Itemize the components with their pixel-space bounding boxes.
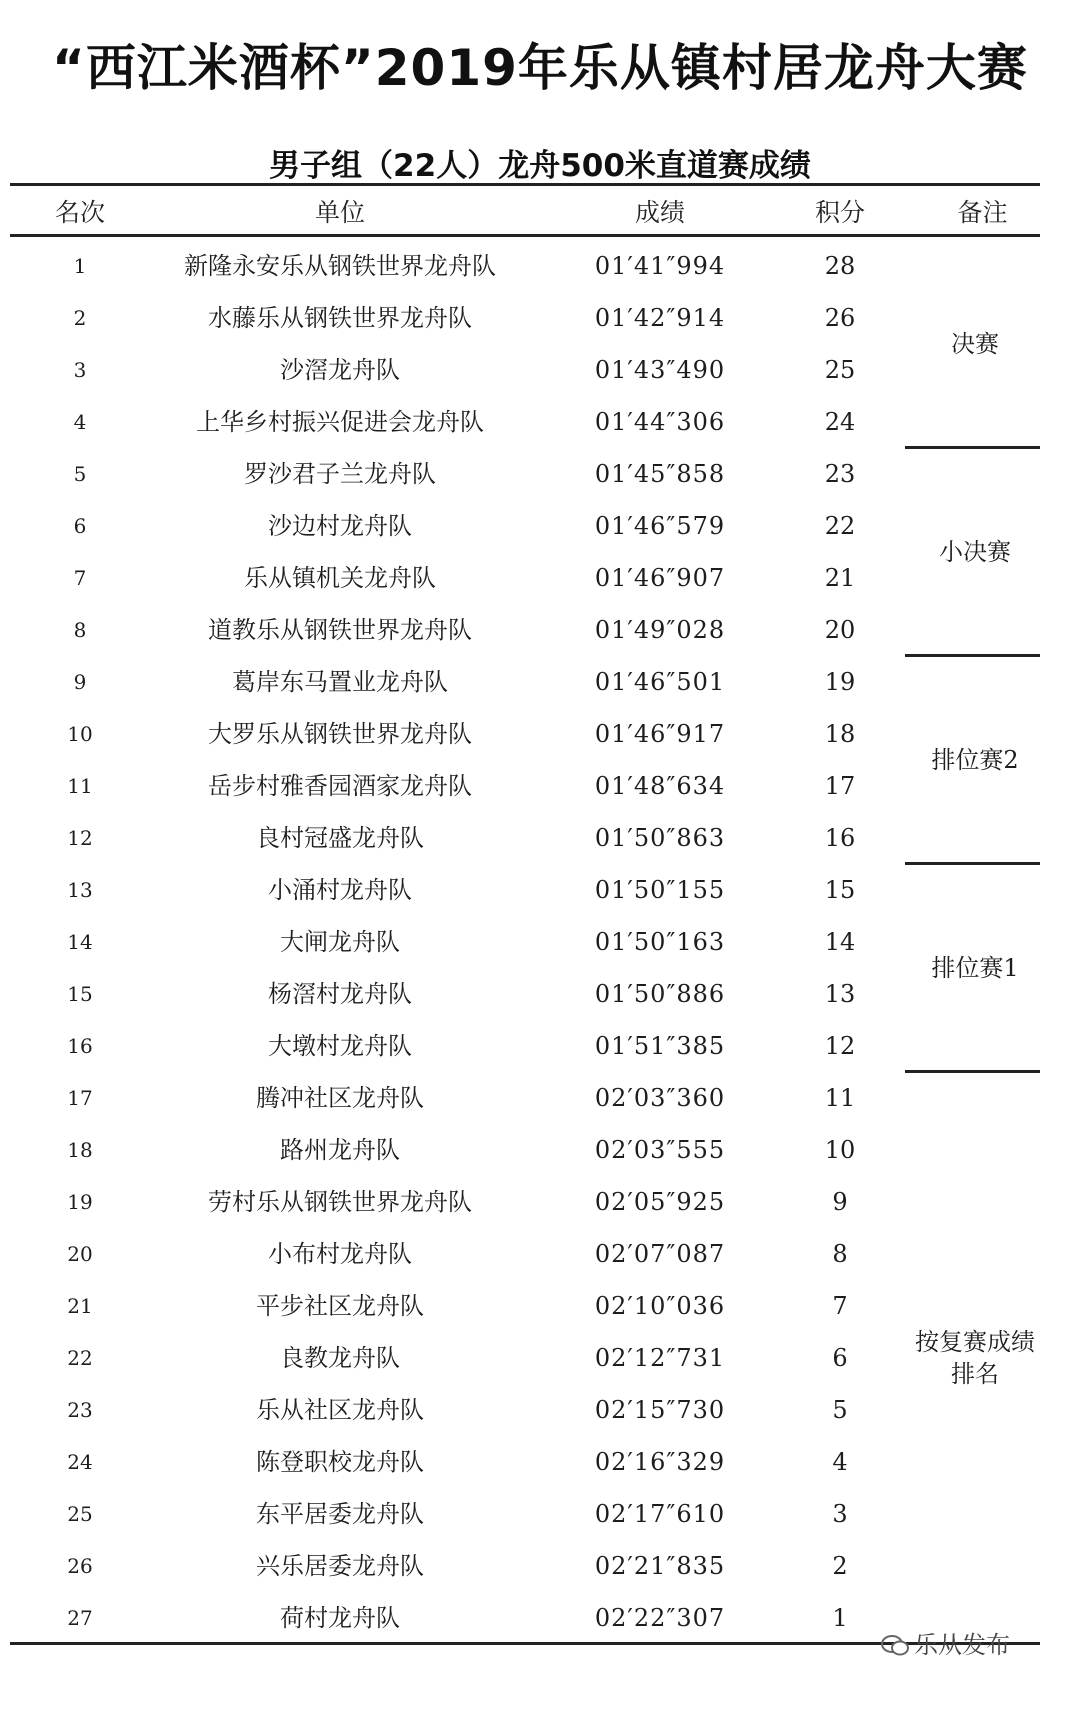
note-label: 小决赛 xyxy=(939,538,1011,566)
points-cell: 22 xyxy=(824,512,856,540)
table-row xyxy=(10,1488,1040,1540)
time-cell: 02′03″555 xyxy=(594,1136,726,1164)
points-cell: 1 xyxy=(832,1604,848,1632)
time-cell: 02′15″730 xyxy=(594,1396,726,1424)
rank-cell: 4 xyxy=(73,410,87,434)
unit-cell: 兴乐居委龙舟队 xyxy=(256,1552,424,1580)
time-cell: 02′10″036 xyxy=(594,1292,726,1320)
header-unit: 单位 xyxy=(314,198,365,227)
unit-cell: 道教乐从钢铁世界龙舟队 xyxy=(208,616,472,644)
points-cell: 19 xyxy=(824,668,856,696)
points-cell: 11 xyxy=(824,1084,856,1112)
unit-cell: 大闸龙舟队 xyxy=(280,928,400,956)
time-cell: 01′42″914 xyxy=(594,304,726,332)
points-cell: 28 xyxy=(824,252,856,280)
rank-cell: 16 xyxy=(67,1034,93,1058)
table-row xyxy=(10,448,1040,500)
unit-cell: 腾冲社区龙舟队 xyxy=(256,1084,424,1112)
points-cell: 26 xyxy=(824,304,856,332)
time-cell: 01′48″634 xyxy=(594,772,726,800)
unit-cell: 沙滘龙舟队 xyxy=(280,356,400,384)
unit-cell: 大墩村龙舟队 xyxy=(268,1032,412,1060)
time-cell: 01′50″863 xyxy=(594,824,726,852)
table-subtitle: 男子组（22人）龙舟500米直道赛成绩 xyxy=(269,148,811,184)
time-cell: 01′41″994 xyxy=(594,252,726,280)
table-top-rule xyxy=(10,183,1040,186)
rank-cell: 1 xyxy=(73,254,87,278)
points-cell: 15 xyxy=(824,876,856,904)
time-cell: 01′46″501 xyxy=(594,668,726,696)
unit-cell: 杨滘村龙舟队 xyxy=(268,980,412,1008)
results-table-body xyxy=(10,240,1040,1644)
time-cell: 02′17″610 xyxy=(594,1500,726,1528)
unit-cell: 大罗乐从钢铁世界龙舟队 xyxy=(208,720,472,748)
unit-cell: 葛岸东马置业龙舟队 xyxy=(232,668,448,696)
time-cell: 02′07″087 xyxy=(594,1240,726,1268)
unit-cell: 岳步村雅香园酒家龙舟队 xyxy=(208,772,472,800)
points-cell: 6 xyxy=(832,1344,848,1372)
table-row xyxy=(10,1124,1040,1176)
points-cell: 16 xyxy=(824,824,856,852)
table-row xyxy=(10,344,1040,396)
rank-cell: 27 xyxy=(67,1606,93,1630)
rank-cell: 6 xyxy=(73,514,87,538)
rank-cell: 3 xyxy=(73,358,87,382)
table-row xyxy=(10,1436,1040,1488)
note-label: 按复赛成绩排名 xyxy=(915,1328,1035,1388)
time-cell: 02′16″329 xyxy=(594,1448,726,1476)
unit-cell: 良教龙舟队 xyxy=(280,1344,400,1372)
time-cell: 01′44″306 xyxy=(594,408,726,436)
rank-cell: 19 xyxy=(67,1190,93,1214)
rank-cell: 8 xyxy=(73,618,87,642)
table-row xyxy=(10,552,1040,604)
note-label: 排位赛1 xyxy=(931,954,1019,982)
rank-cell: 11 xyxy=(67,774,93,798)
points-cell: 10 xyxy=(824,1136,856,1164)
header-rank: 名次 xyxy=(54,198,105,227)
header-note: 备注 xyxy=(957,198,1008,227)
time-cell: 02′21″835 xyxy=(594,1552,726,1580)
points-cell: 25 xyxy=(824,356,856,384)
unit-cell: 水藤乐从钢铁世界龙舟队 xyxy=(208,304,472,332)
unit-cell: 陈登职校龙舟队 xyxy=(256,1448,424,1476)
table-row xyxy=(10,1020,1040,1072)
watermark xyxy=(880,1625,1010,1665)
time-cell: 02′22″307 xyxy=(594,1604,726,1632)
time-cell: 01′46″917 xyxy=(594,720,726,748)
unit-cell: 乐从社区龙舟队 xyxy=(256,1396,424,1424)
time-cell: 01′51″385 xyxy=(594,1032,726,1060)
unit-cell: 罗沙君子兰龙舟队 xyxy=(244,460,436,488)
time-cell: 01′50″163 xyxy=(594,928,726,956)
unit-cell: 小涌村龙舟队 xyxy=(268,876,412,904)
rank-cell: 18 xyxy=(67,1138,93,1162)
time-cell: 01′46″907 xyxy=(594,564,726,592)
points-cell: 24 xyxy=(824,408,856,436)
table-row xyxy=(10,1280,1040,1332)
time-cell: 01′50″886 xyxy=(594,980,726,1008)
note-separator xyxy=(905,1070,1040,1073)
table-row xyxy=(10,292,1040,344)
note-label: 排位赛2 xyxy=(931,746,1019,774)
table-row xyxy=(10,1332,1040,1384)
rank-cell: 24 xyxy=(67,1450,93,1474)
rank-cell: 14 xyxy=(67,930,93,954)
header-points: 积分 xyxy=(814,198,865,227)
rank-cell: 22 xyxy=(67,1346,93,1370)
unit-cell: 上华乡村振兴促进会龙舟队 xyxy=(196,408,484,436)
table-row xyxy=(10,500,1040,552)
table-row xyxy=(10,656,1040,708)
unit-cell: 新隆永安乐从钢铁世界龙舟队 xyxy=(184,252,496,280)
table-row xyxy=(10,1228,1040,1280)
points-cell: 12 xyxy=(824,1032,856,1060)
unit-cell: 小布村龙舟队 xyxy=(268,1240,412,1268)
unit-cell: 劳村乐从钢铁世界龙舟队 xyxy=(208,1188,472,1216)
table-row xyxy=(10,760,1040,812)
note-label: 决赛 xyxy=(951,330,999,358)
chat-bubble-icon xyxy=(880,1633,910,1659)
note-separator xyxy=(905,446,1040,449)
table-row xyxy=(10,396,1040,448)
unit-cell: 平步社区龙舟队 xyxy=(256,1292,424,1320)
points-cell: 17 xyxy=(824,772,856,800)
rank-cell: 13 xyxy=(67,878,93,902)
points-cell: 23 xyxy=(824,460,856,488)
watermark-text: 乐从发布 xyxy=(914,1631,1010,1659)
page-title: “西江米酒杯”2019年乐从镇村居龙舟大赛 xyxy=(52,39,1028,97)
unit-cell: 荷村龙舟队 xyxy=(280,1604,400,1632)
table-row xyxy=(10,1072,1040,1124)
table-row xyxy=(10,1384,1040,1436)
note-separator xyxy=(905,654,1040,657)
unit-cell: 路州龙舟队 xyxy=(280,1136,400,1164)
header-time: 成绩 xyxy=(634,198,685,227)
points-cell: 8 xyxy=(832,1240,848,1268)
unit-cell: 东平居委龙舟队 xyxy=(256,1500,424,1528)
table-row xyxy=(10,812,1040,864)
rank-cell: 10 xyxy=(67,722,93,746)
points-cell: 2 xyxy=(832,1552,848,1580)
table-row xyxy=(10,240,1040,292)
points-cell: 3 xyxy=(832,1500,848,1528)
points-cell: 18 xyxy=(824,720,856,748)
points-cell: 13 xyxy=(824,980,856,1008)
rank-cell: 12 xyxy=(67,826,93,850)
table-row xyxy=(10,708,1040,760)
points-cell: 21 xyxy=(824,564,856,592)
points-cell: 14 xyxy=(824,928,856,956)
points-cell: 5 xyxy=(832,1396,848,1424)
table-row xyxy=(10,968,1040,1020)
rank-cell: 17 xyxy=(67,1086,93,1110)
rank-cell: 9 xyxy=(73,670,87,694)
time-cell: 01′49″028 xyxy=(594,616,726,644)
rank-cell: 2 xyxy=(73,306,87,330)
points-cell: 4 xyxy=(832,1448,848,1476)
note-separator xyxy=(905,862,1040,865)
rank-cell: 25 xyxy=(67,1502,93,1526)
table-row xyxy=(10,1176,1040,1228)
table-row xyxy=(10,1540,1040,1592)
time-cell: 02′12″731 xyxy=(594,1344,726,1372)
header-bottom-rule xyxy=(10,234,1040,237)
rank-cell: 15 xyxy=(67,982,93,1006)
rank-cell: 23 xyxy=(67,1398,93,1422)
points-cell: 7 xyxy=(832,1292,848,1320)
rank-cell: 20 xyxy=(67,1242,93,1266)
time-cell: 01′46″579 xyxy=(594,512,726,540)
time-cell: 01′43″490 xyxy=(594,356,726,384)
table-row xyxy=(10,864,1040,916)
unit-cell: 沙边村龙舟队 xyxy=(268,512,412,540)
table-row xyxy=(10,916,1040,968)
rank-cell: 21 xyxy=(67,1294,93,1318)
points-cell: 9 xyxy=(832,1188,848,1216)
unit-cell: 乐从镇机关龙舟队 xyxy=(244,564,436,592)
time-cell: 02′05″925 xyxy=(594,1188,726,1216)
rank-cell: 26 xyxy=(67,1554,93,1578)
rank-cell: 5 xyxy=(73,462,87,486)
time-cell: 02′03″360 xyxy=(594,1084,726,1112)
points-cell: 20 xyxy=(824,616,856,644)
unit-cell: 良村冠盛龙舟队 xyxy=(256,824,424,852)
table-row xyxy=(10,604,1040,656)
table-header xyxy=(10,192,1040,234)
time-cell: 01′50″155 xyxy=(594,876,726,904)
time-cell: 01′45″858 xyxy=(594,460,726,488)
rank-cell: 7 xyxy=(73,566,87,590)
